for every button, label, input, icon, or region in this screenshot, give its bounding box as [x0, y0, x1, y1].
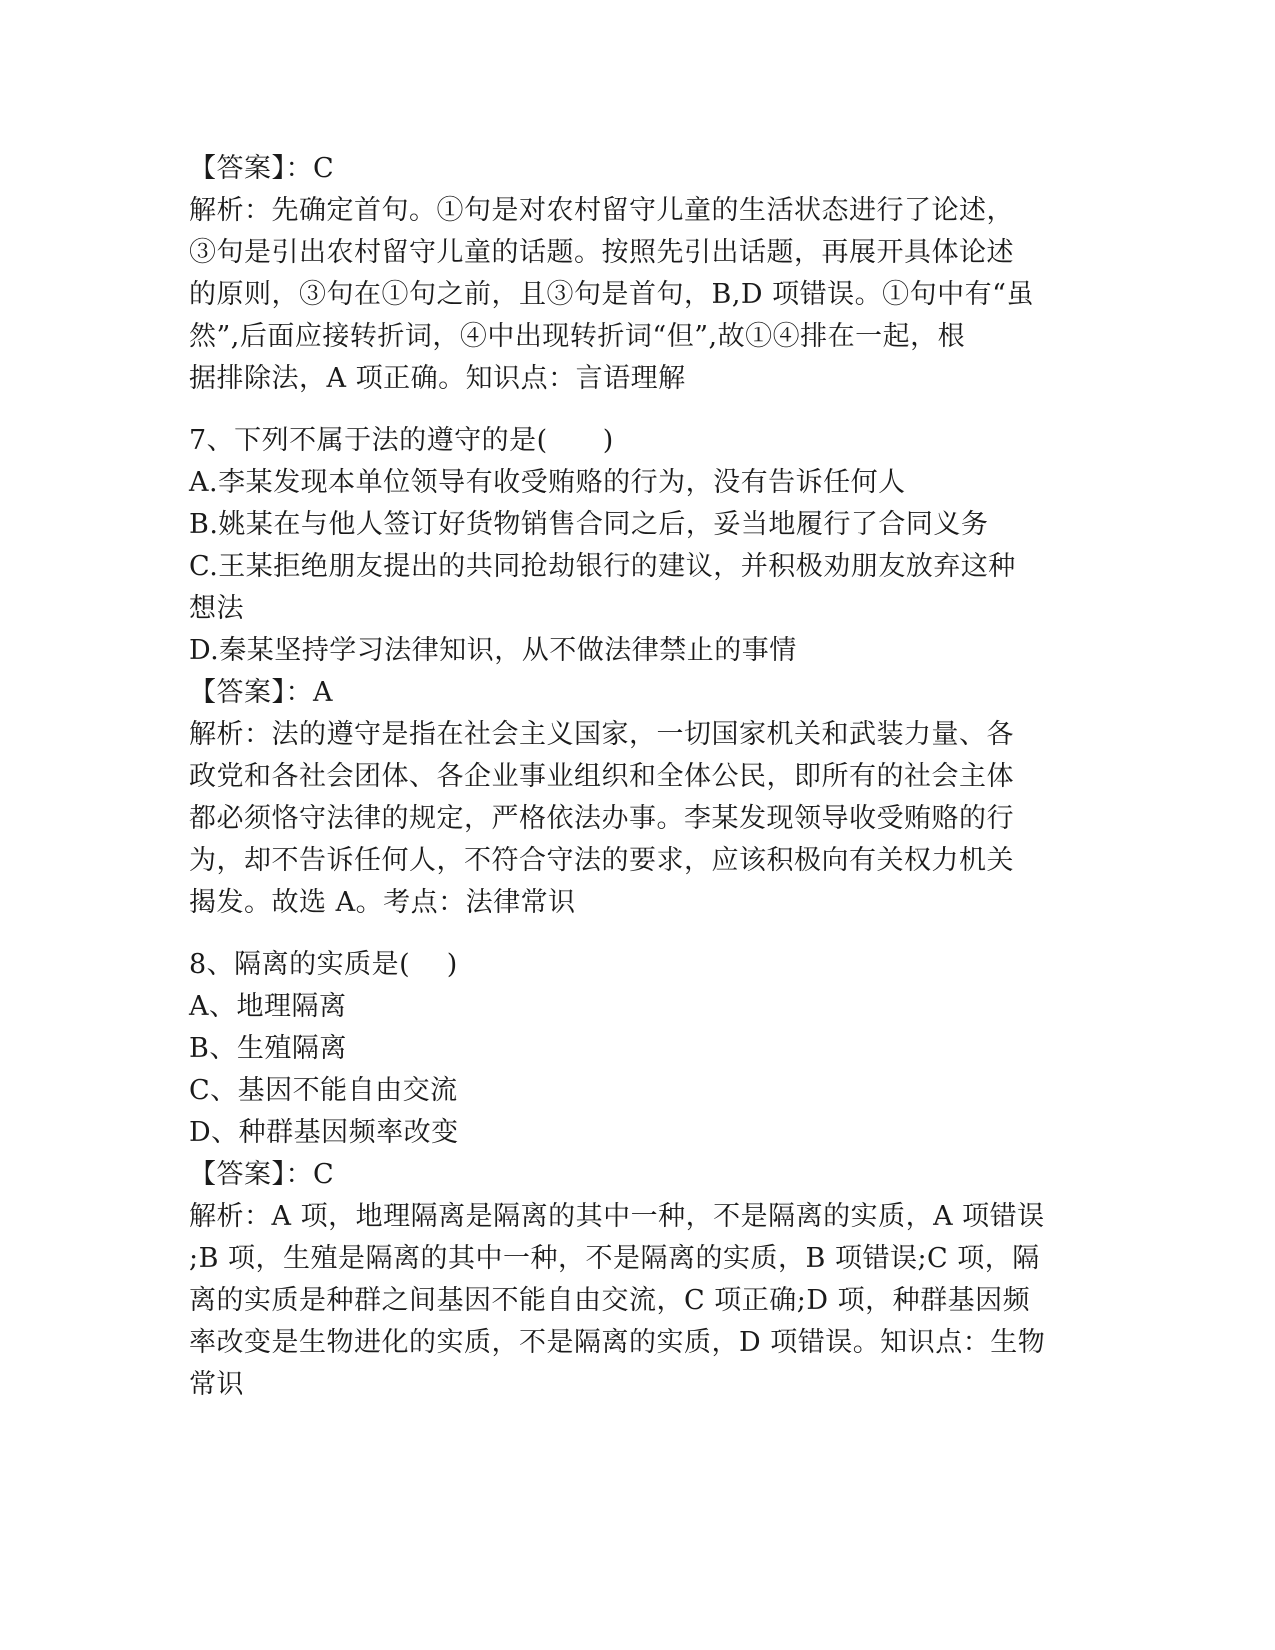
explanation-line: 政党和各社会团体、各企业事业组织和全体公民，即所有的社会主体 [189, 761, 1014, 792]
explanation-line: 揭发。故选 A。考点：法律常识 [189, 887, 576, 918]
explanation-line: 据排除法，A 项正确。知识点：言语理解 [189, 363, 686, 394]
explanation-line: ;B 项，生殖是隔离的其中一种，不是隔离的实质，B 项错误;C 项，隔 [189, 1243, 1040, 1274]
option-b: B.姚某在与他人签订好货物销售合同之后，妥当地履行了合同义务 [189, 509, 989, 540]
option-a: A.李某发现本单位领导有收受贿赂的行为，没有告诉任何人 [189, 467, 906, 498]
option-a: A、地理隔离 [189, 991, 347, 1022]
question-stem: 7、下列不属于法的遵守的是( ) [189, 425, 614, 456]
explanation-line: 解析：先确定首句。①句是对农村留守儿童的生活状态进行了论述， [189, 195, 1014, 226]
explanation-line: 解析：A 项，地理隔离是隔离的其中一种，不是隔离的实质，A 项错误 [189, 1201, 1045, 1232]
answer-label: 【答案】：C [189, 1159, 335, 1190]
answer-block-6 [189, 148, 1089, 400]
document-page [189, 148, 1089, 1406]
explanation-line: 然”,后面应接转折词，④中出现转折词“但”,故①④排在一起，根 [189, 321, 966, 352]
explanation-line: 离的实质是种群之间基因不能自由交流，C 项正确;D 项，种群基因频 [189, 1285, 1031, 1316]
option-c: C、基因不能自由交流 [189, 1075, 458, 1106]
explanation-line: ③句是引出农村留守儿童的话题。按照先引出话题，再展开具体论述 [189, 237, 1014, 268]
option-d: D、种群基因频率改变 [189, 1117, 459, 1148]
question-7 [189, 420, 1089, 924]
option-c: C.王某拒绝朋友提出的共同抢劫银行的建议，并积极劝朋友放弃这种 [189, 551, 1016, 582]
explanation-line: 的原则，③句在①句之前，且③句是首句，B,D 项错误。①句中有“虽 [189, 279, 1034, 310]
explanation-line: 率改变是生物进化的实质，不是隔离的实质，D 项错误。知识点：生物 [189, 1327, 1046, 1358]
answer-label: 【答案】：C [189, 153, 335, 184]
question-stem: 8、隔离的实质是( ) [189, 949, 458, 980]
answer-label: 【答案】：A [189, 677, 333, 708]
explanation-line: 常识 [189, 1369, 244, 1400]
question-8 [189, 944, 1089, 1406]
explanation-line: 为，却不告诉任何人，不符合守法的要求，应该积极向有关权力机关 [189, 845, 1014, 876]
explanation-line: 都必须恪守法律的规定，严格依法办事。李某发现领导收受贿赂的行 [189, 803, 1014, 834]
option-b: B、生殖隔离 [189, 1033, 347, 1064]
explanation-line: 解析：法的遵守是指在社会主义国家，一切国家机关和武装力量、各 [189, 719, 1014, 750]
option-c-continued: 想法 [189, 593, 244, 624]
option-d: D.秦某坚持学习法律知识，从不做法律禁止的事情 [189, 635, 797, 666]
